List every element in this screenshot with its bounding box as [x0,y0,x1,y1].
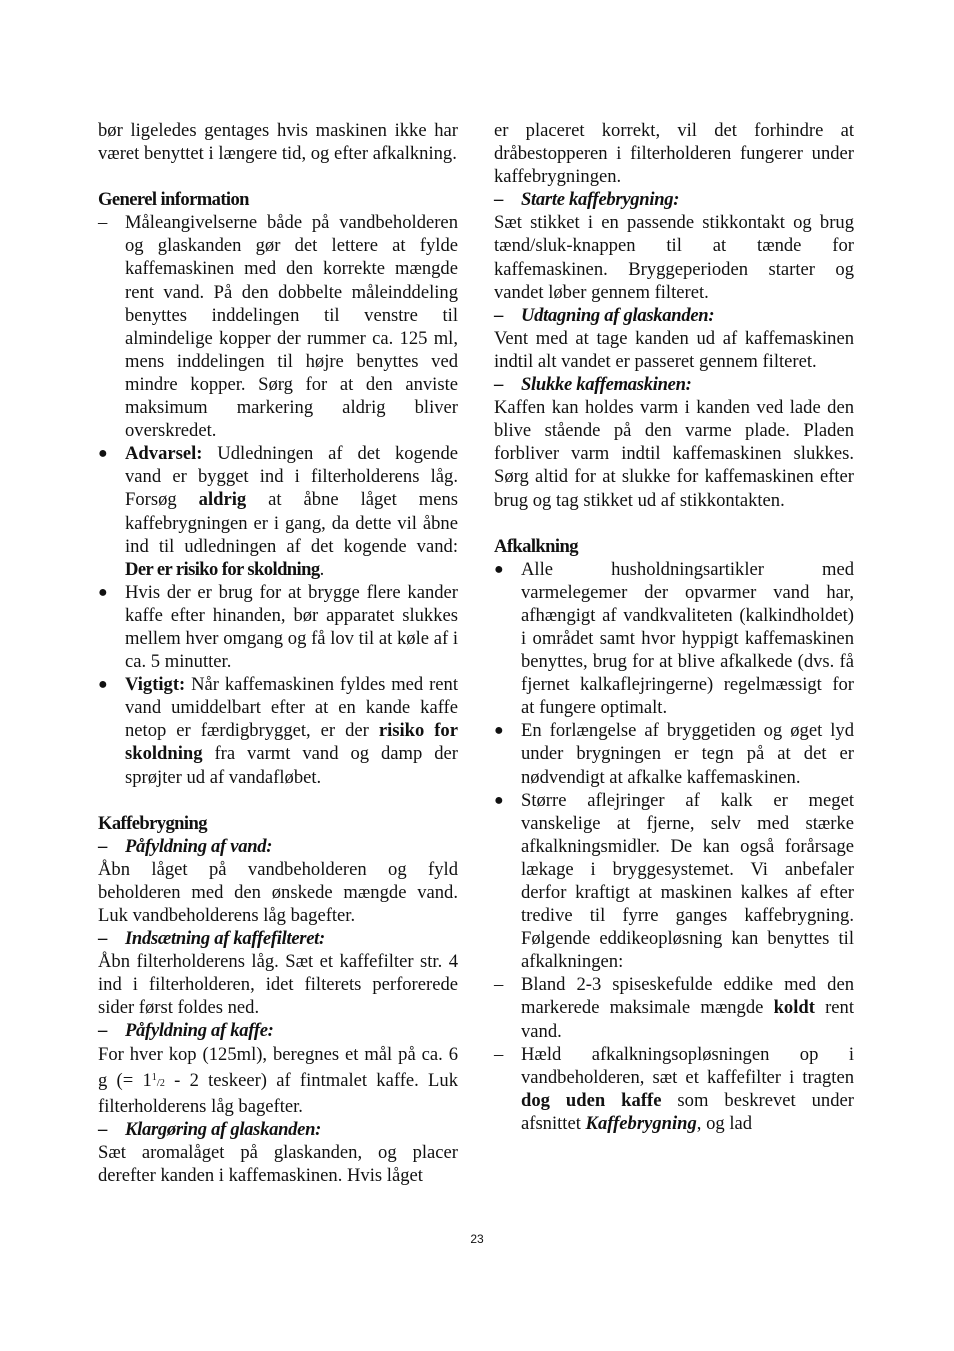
dash-marker: – [494,974,504,996]
list-item-several-jugs: ● Hvis der er brug for at brygge flere kander kaffe efter hinanden, bør apparatet slukkes mellem hver omgang og få lov til at køle af i ca. 5 minutter. [98,581,458,673]
descaling-heading: Afkalkning [494,535,578,557]
right-column [494,119,854,1135]
bullet-icon: ● [98,676,108,694]
subheading-start: – Starte kaffebrygning: [494,189,680,211]
warning-label: Advarsel: [125,443,203,465]
list-item-descale-3: ● Større aflejringer af kalk er meget vanskelige at fjerne, selv med stærke afkalkningsmidler. De kan også forårsage lækage i bryggesystemet. Vi anbefaler derfor kraftigt at maskinen kalkes af efter tredive til fyrre ganges kaffebrygning. Følgende eddikeopløsning kan benyttes til afkalkningen: [494,789,854,973]
subheading-filter: – Indsætning af kaffefilteret: [98,928,325,950]
dash-marker: – [98,212,108,234]
bullet-icon: ● [494,560,504,578]
filter-text: Åbn filterholderens låg. Sæt et kaffefilter str. 4 ind i filterholderen, idet filterets perforerede sider først foldes ned. [98,951,458,1019]
turn-off-text: Kaffen kan holdes varm i kanden ved lade den blive stående på den varme plade. Pladen forbliver varm indtil kaffemaskinen slukkes. Sørg altid for at slukke for kaffemaskinen efter brug og tag stikket ud af stikkontakten. [494,397,854,511]
bullet-icon: ● [98,583,108,601]
important-label: Vigtigt: [125,674,186,696]
dash-marker: – [494,1043,504,1065]
subheading-jug: – Klargøring af glaskanden: [98,1118,322,1140]
subheading-remove-jug: – Udtagning af glaskanden: [494,304,715,326]
intro-paragraph: bør ligeledes gentages hvis maskinen ikke har været benyttet i længere tid, og efter afkalkning. [98,120,458,165]
subheading-turn-off: – Slukke kaffemaskinen: [494,374,692,396]
page-number: 23 [470,1232,484,1246]
fill-water-text: Åbn låget på vandbeholderen og fyld beholderen med den ønskede mængde vand. Luk vandbeholderens låg bagefter. [98,858,458,926]
list-item-step-1: – Bland 2-3 spiseskefulde eddike med den markerede maksimale mængde koldt rent vand. [494,974,854,1042]
list-item-warning: ● Advarsel: Udledningen af det kogende vand er bygget ind i filterholderens låg. Forsøg aldrig at åbne låget mens kaffebrygningen er i gang, da dette vil åbne ind til udledningen af det kogende vand: Der er risiko for skoldning. [98,443,458,580]
bullet-icon: ● [494,791,504,809]
remove-jug-text: Vent med at tage kanden ud af kaffemaskinen indtil alt vandet er passeret gennem filteret. [494,327,854,372]
start-text: Sæt stikket i en passende stikkontakt og brug tænd/sluk-knappen til at tænde for kaffemaskinen. Bryggeperioden starter og vandet løber gennem filteret. [494,212,854,303]
jug-text: Sæt aromalåget på glaskanden, og placer derefter kanden i kaffemaskinen. Hvis låget [98,1141,458,1187]
bullet-icon: ● [98,445,108,463]
list-item-descale-1: ● Alle husholdningsartikler med varmelegemer der opvarmer vand har, afhængigt af vandkvaliteten (kalkindholdet) i området samt hvor hyppigt kaffemaskinen benyttes, brug for at blive afkalkede (dvs. få fjernet kalkaflejringerne) regelmæssigt for at fungere optimalt. [494,558,854,719]
subheading-fill-coffee: – Påfyldning af kaffe: [98,1020,274,1042]
brewing-heading: Kaffebrygning [98,812,207,834]
list-item-important: ● Vigtigt: Når kaffemaskinen fyldes med rent vand umiddelbart efter at en kande kaffe netop er færdigbrygget, er der risiko for skoldning fra varmt vand og damp der sprøjter ud af vandafløbet. [98,674,458,788]
fill-coffee-text: For hver kop (125ml), beregnes et mål på ca. 6 g (= $1^1/2 - 2$ teskeer) af fintmalet kaffe. Luk filterholderens låg bagefter. [98,1043,458,1117]
left-column [98,119,458,1187]
continued-paragraph: er placeret korrekt, vil det forhindre at dråbestopperen i filterholderen fungerer under kaffebrygningen. [494,120,854,188]
list-item-step-2: – Hæld afkalkningsopløsningen op i vandbeholderen, sæt et kaffefilter i tragten dog uden kaffe som beskrevet under afsnittet Kaffebrygning, og lad [494,1043,854,1134]
subheading-fill-water: – Påfyldning af vand: [98,835,273,857]
bullet-icon: ● [494,722,504,740]
general-heading: Generel information [98,189,249,211]
list-item-measure: – Måleangivelserne både på vandbeholderen og glaskanden gør det lettere at fylde kaffemaskinen med den korrekte mængde rent vand. På den dobbelte måleinddeling benyttes inddelingen til venstre til almindelige kopper der rummer ca. 125 ml, mens inddelingen til højre benyttes ved mindre kopper. Sørg for at den anviste maksimum markering aldrig bliver overskredet. [98,212,458,442]
list-item-descale-2: ● En forlængelse af bryggetiden og øget lyd under brygningen er tegn på at det er nødvendigt at afkalke kaffemaskinen. [494,720,854,788]
